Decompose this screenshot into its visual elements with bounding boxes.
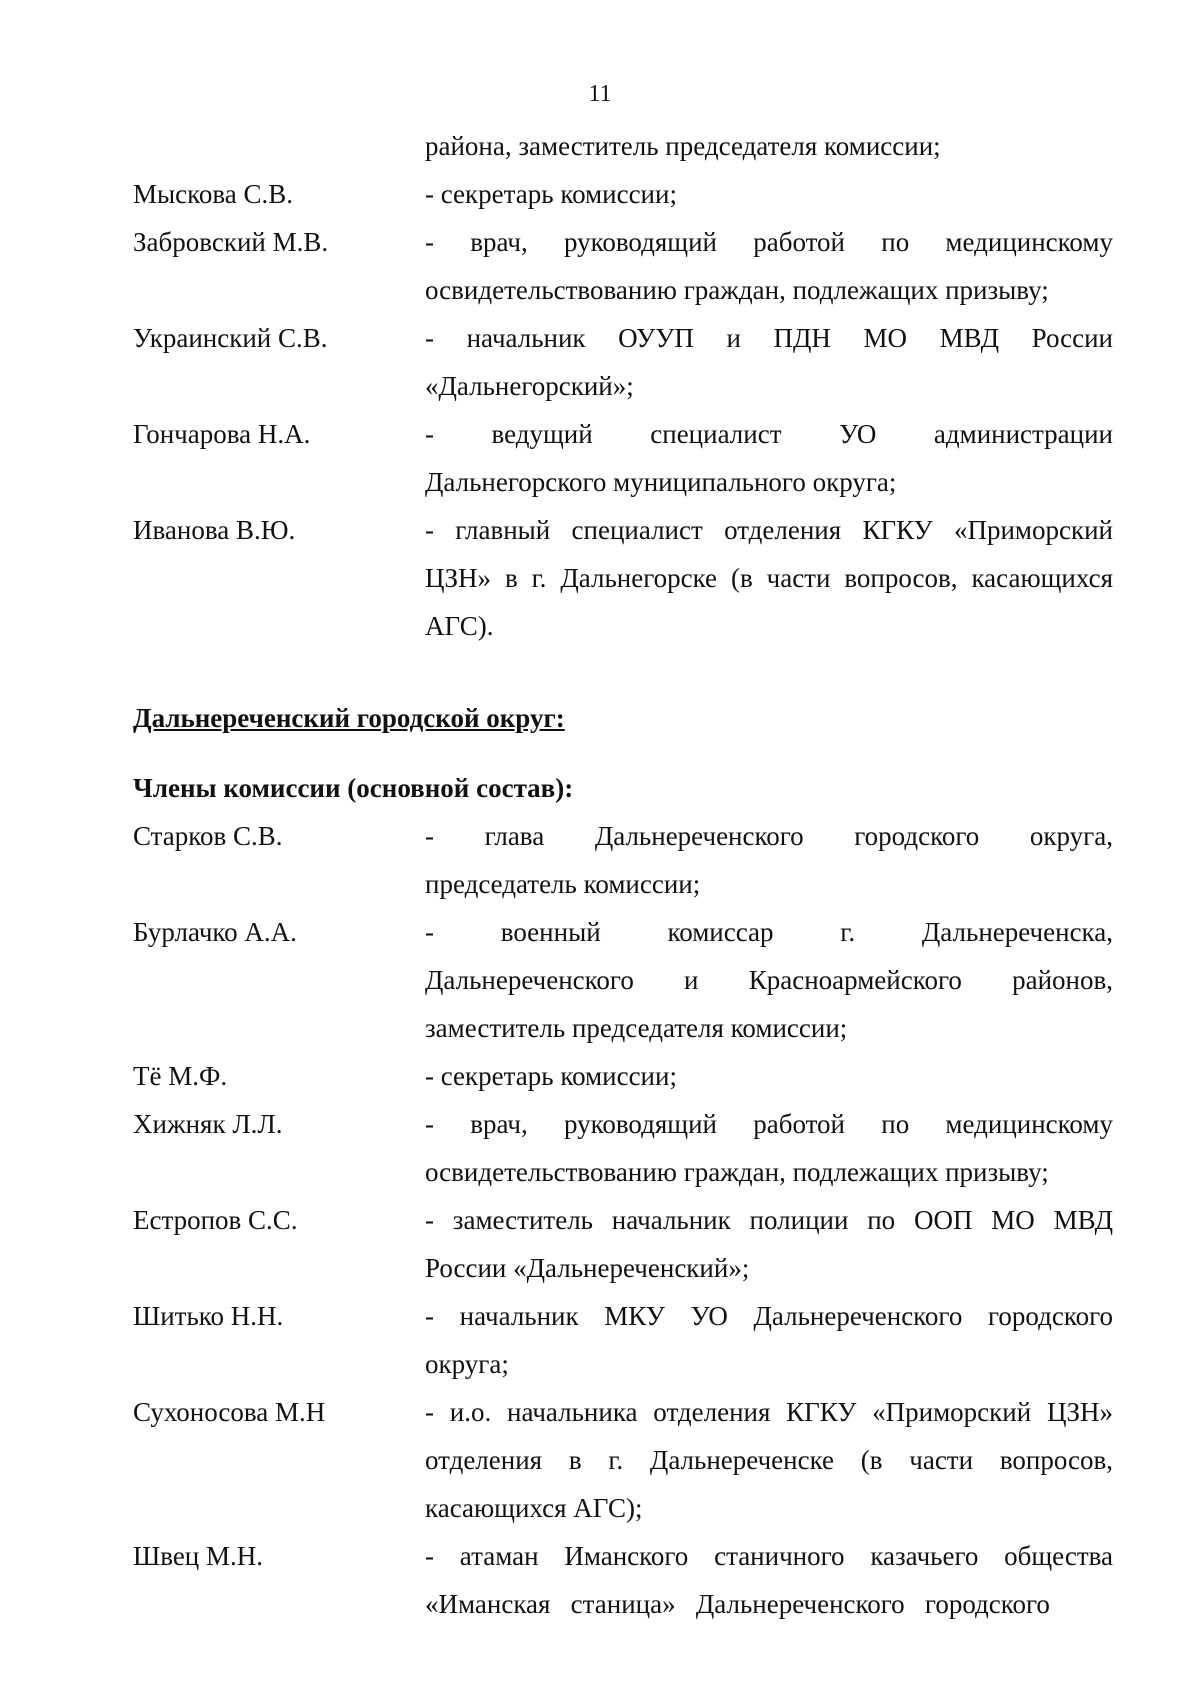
description-line: - ведущий специалист УО администрации bbox=[425, 419, 1113, 449]
member-row bbox=[133, 314, 1113, 410]
member-description bbox=[425, 1292, 1113, 1388]
member-row bbox=[133, 1052, 1113, 1100]
description-line: России «Дальнереченский»; bbox=[425, 1253, 750, 1283]
description-line: - заместитель начальник полиции по ООП МО МВД bbox=[425, 1205, 1113, 1235]
page-number: 11 bbox=[588, 81, 612, 107]
description-line: - начальник ОУУП и ПДН МО МВД России bbox=[425, 323, 1113, 353]
member-row bbox=[133, 812, 1113, 908]
document-body bbox=[133, 122, 1113, 1628]
member-description bbox=[425, 908, 1113, 1052]
member-row bbox=[133, 1196, 1113, 1292]
member-name: Мыскова С.В. bbox=[133, 179, 294, 209]
member-description bbox=[425, 1532, 1113, 1628]
description-line: - врач, руководящий работой по медицинскому bbox=[425, 227, 1113, 257]
description-line: председатель комиссии; bbox=[425, 869, 701, 899]
member-row-continuation bbox=[133, 122, 1113, 170]
description-line: Дальнегорского муниципального округа; bbox=[425, 467, 897, 497]
description-line: - глава Дальнереченского городского округа, bbox=[425, 821, 1113, 851]
member-row bbox=[133, 506, 1113, 650]
member-name: Сухоносова М.Н bbox=[133, 1397, 326, 1427]
member-name: Тё М.Ф. bbox=[133, 1061, 228, 1091]
member-description bbox=[425, 1388, 1113, 1532]
description-line: касающихся АГС); bbox=[425, 1493, 643, 1523]
member-description bbox=[425, 218, 1113, 314]
member-description: района, заместитель председателя комиссии; bbox=[425, 131, 941, 161]
member-name: Иванова В.Ю. bbox=[133, 515, 296, 545]
description-line: округа; bbox=[425, 1349, 509, 1379]
description-line: освидетельствованию граждан, подлежащих призыву; bbox=[425, 275, 1049, 305]
member-row bbox=[133, 1292, 1113, 1388]
section-subheading: Члены комиссии (основной состав): bbox=[133, 773, 574, 803]
member-description bbox=[425, 1100, 1113, 1196]
description-line: освидетельствованию граждан, подлежащих призыву; bbox=[425, 1157, 1049, 1187]
member-name: Украинский С.В. bbox=[133, 323, 328, 353]
description-line: - главный специалист отделения КГКУ «Приморский bbox=[425, 515, 1113, 545]
description-line: - начальник МКУ УО Дальнереченского городского bbox=[425, 1301, 1113, 1331]
member-name: Старков С.В. bbox=[133, 821, 283, 851]
description-line: - секретарь комиссии; bbox=[425, 179, 677, 209]
member-row bbox=[133, 218, 1113, 314]
section-heading: Дальнереченский городской округ: bbox=[133, 703, 565, 733]
description-line: отделения в г. Дальнереченске (в части вопросов, bbox=[425, 1445, 1113, 1475]
description-line: - врач, руководящий работой по медицинскому bbox=[425, 1109, 1113, 1139]
description-line: ЦЗН» в г. Дальнегорске (в части вопросов, касающихся bbox=[425, 563, 1113, 593]
member-name: Хижняк Л.Л. bbox=[133, 1109, 283, 1139]
description-line: Дальнереченского и Красноармейского районов, bbox=[425, 965, 1113, 995]
member-name: Гончарова Н.А. bbox=[133, 419, 311, 449]
member-name: Естропов С.С. bbox=[133, 1205, 298, 1235]
member-description bbox=[425, 1052, 1113, 1100]
member-list-section bbox=[133, 812, 1113, 1628]
description-line: «Иманская станица» Дальнереченского городского bbox=[425, 1589, 1050, 1619]
description-line: - и.о. начальника отделения КГКУ «Приморский ЦЗН» bbox=[425, 1397, 1113, 1427]
member-name: Шитько Н.Н. bbox=[133, 1301, 284, 1331]
member-row bbox=[133, 170, 1113, 218]
member-name: Швец М.Н. bbox=[133, 1541, 264, 1571]
member-description bbox=[425, 170, 1113, 218]
member-description bbox=[425, 1196, 1113, 1292]
description-line: заместитель председателя комиссии; bbox=[425, 1013, 848, 1043]
member-description bbox=[425, 506, 1113, 650]
description-line: АГС). bbox=[425, 611, 494, 641]
member-name: Бурлачко А.А. bbox=[133, 917, 297, 947]
description-line: - секретарь комиссии; bbox=[425, 1061, 677, 1091]
member-row bbox=[133, 1100, 1113, 1196]
description-line: - атаман Иманского станичного казачьего общества bbox=[425, 1541, 1113, 1571]
member-row bbox=[133, 1532, 1113, 1628]
member-name: Забровский М.В. bbox=[133, 227, 329, 257]
description-line: - военный комиссар г. Дальнереченска, bbox=[425, 917, 1113, 947]
member-row bbox=[133, 410, 1113, 506]
member-list-block1 bbox=[133, 170, 1113, 650]
description-line: «Дальнегорский»; bbox=[425, 371, 634, 401]
member-description bbox=[425, 314, 1113, 410]
member-description bbox=[425, 410, 1113, 506]
member-description bbox=[425, 812, 1113, 908]
member-row bbox=[133, 1388, 1113, 1532]
member-row bbox=[133, 908, 1113, 1052]
